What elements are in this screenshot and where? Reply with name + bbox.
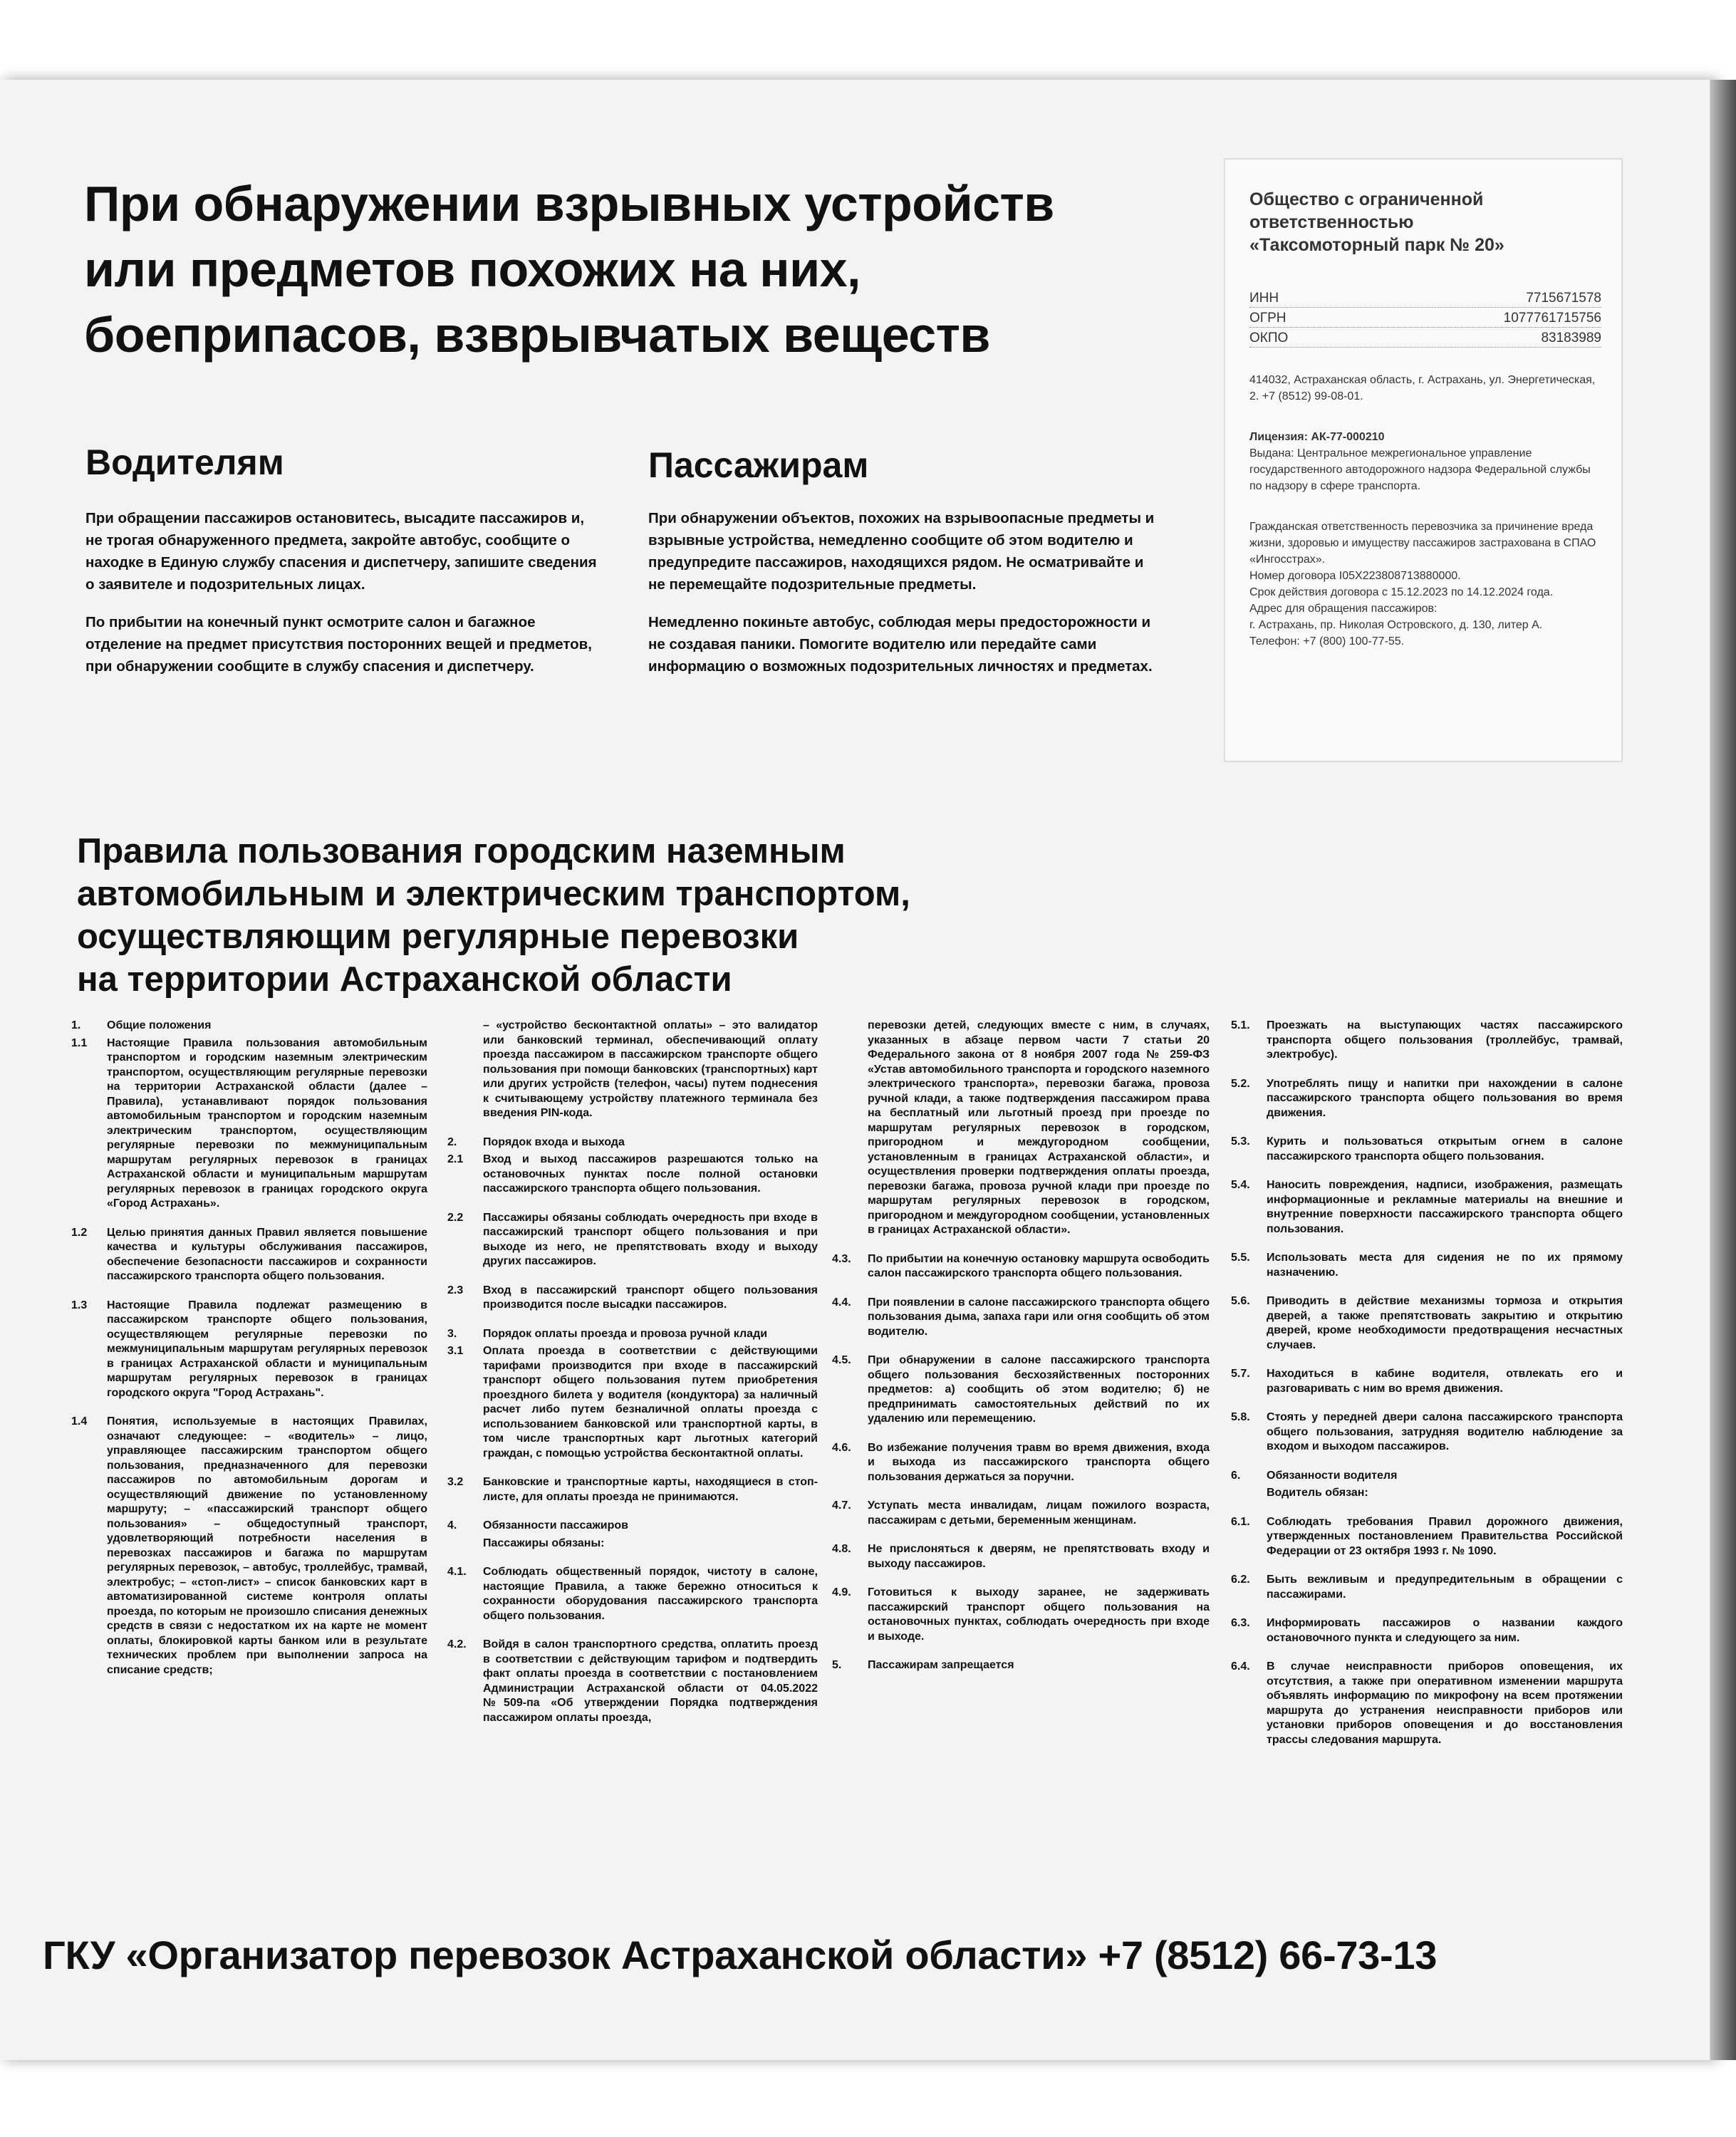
company-info-card	[1224, 158, 1623, 762]
clause-text: Настоящие Правила пользования автомобильным транспортом и городским наземным электрическим транспортом, осуществляющим регулярные перевозки на территории Астраханской области (далее – Правила), устанавливают порядок пользования автомобильным транспортом и городским наземным электрическим транспортом, осуществляющим регулярные перевозки по межмуниципальным маршрутам регулярных перевозок в границах Астраханской области и муниципальным маршрутам регулярных перевозок в границах городского округа «Город Астрахань».	[107, 1036, 427, 1210]
rules-clause	[1231, 1573, 1623, 1602]
clause-number: 5.8.	[1231, 1411, 1250, 1423]
rules-column-4	[1231, 1019, 1623, 1762]
clause-text: Курить и пользоваться открытым огнем в салоне пассажирского транспорта общего пользования.	[1267, 1135, 1623, 1163]
rules-clause	[832, 1019, 1210, 1238]
clause-text: Готовиться к выходу заранее, не задерживать пассажирский транспорт общего пользования на остановочных пунктах, соблюдать очередность при входе и выходе.	[868, 1586, 1210, 1643]
passengers-text	[648, 507, 1161, 693]
clause-number: 4.7.	[832, 1499, 851, 1512]
clause-text: Проезжать на выступающих частях пассажирского транспорта общего пользования (троллейбус, трамвай, электробус).	[1267, 1019, 1623, 1061]
rules-section-heading	[71, 1019, 427, 1034]
rules-clause	[1231, 1515, 1623, 1559]
clause-number: 3.2	[447, 1476, 464, 1488]
clause-text: Пассажиры обязаны соблюдать очередность при входе в пассажирский транспорт общего пользования и при выходе из него, не препятствовать входу и выходу других пассажиров.	[483, 1211, 818, 1267]
clause-text: При обнаружении в салоне пассажирского транспорта общего пользования бесхозяйственных посторонних предметов: а) сообщить об этом водителю; б) не предпринимать самостоятельных действий по их удалению или перемещению.	[868, 1354, 1210, 1425]
clause-number: 4.4.	[832, 1296, 851, 1309]
rules-clause	[1231, 1294, 1623, 1353]
rules-title: Правила пользования городским наземным автомобильным и электрическим транспортом, осуществляющим регулярные перевозки на территории Астраханской области	[77, 832, 910, 999]
rules-clause	[1231, 1660, 1623, 1747]
rules-clause	[447, 1537, 818, 1551]
company-name: Общество с ограниченной ответственностью «Таксомоторный парк № 20»	[1249, 189, 1504, 255]
rules-clause	[1231, 1616, 1623, 1645]
rules-section-heading	[447, 1519, 818, 1534]
clause-text: Информировать пассажиров о названии каждого остановочного пункта и следующего за ним.	[1267, 1617, 1623, 1644]
company-address: 414032, Астраханская область, г. Астрахань, ул. Энергетическая, 2. +7 (8512) 99-08-01.	[1249, 374, 1596, 402]
clause-text: Понятия, используемые в настоящих Правилах, означают следующее: – «водитель» – лицо, управляющее пассажирским транспортом общего пользования, предназначенного для перевозки пассажиров по автомобильным дорогам и осуществляющий движение по установленному маршруту; – «пассажирский транспорт общего пользования» – общедоступный транспорт, удовлетворяющий потребности населения в перевозках пассажиров и багажа по маршрутам регулярных перевозок, – автобус, троллейбус, трамвай, электробус; – «стоп-лист» – список банковских карт в автоматизированной системе контроля оплаты проезда, по которым не произошло списания денежных средств в связи с недостатком их на карте не момент оплаты, блокировкой карты банком или в результате технических проблем при выполнении запроса на списание средств;	[107, 1415, 427, 1676]
clause-number: 4.8.	[832, 1543, 851, 1555]
rules-clause	[447, 1565, 818, 1623]
clause-number: 1.2	[71, 1226, 88, 1239]
clause-text: Настоящие Правила подлежат размещению в пассажирском транспорте общего пользования, осуществляющем регулярные перевозки по межмуниципальным маршрутам регулярных перевозок в границах Астраханской области и муниципальным маршрутам регулярных перевозок в границах городского округа "Город Астрахань".	[107, 1299, 427, 1399]
rules-clause	[1231, 1486, 1623, 1501]
clause-text: Не прислоняться к дверям, не препятствовать входу и выходу пассажиров.	[868, 1543, 1210, 1570]
clause-number	[832, 1019, 868, 1238]
clause-number: 5.7.	[1231, 1368, 1250, 1380]
clause-number: 2.1	[447, 1153, 464, 1165]
clause-text: По прибытии на конечную остановку маршрута освободить салон пассажирского транспорта общего пользования.	[868, 1252, 1210, 1279]
clause-number: 3.	[447, 1327, 457, 1340]
clause-number: 1.	[71, 1019, 81, 1031]
rules-clause	[832, 1353, 1210, 1427]
registry-row: ИНН 7715671578	[1249, 289, 1601, 308]
registry-list	[1249, 289, 1601, 348]
license-block: Лицензия: АК-77-000210 Выдана: Центральное межрегиональное управление государственного автодорожного надзора Федеральной службы по надзору в сфере транспорта.	[1249, 431, 1591, 492]
rules-clause	[447, 1211, 818, 1269]
clause-text: Стоять у передней двери салона пассажирского транспорта общего пользования, затрудняя водителю наблюдение за входом и выходом пассажиров.	[1267, 1411, 1623, 1452]
rules-section-heading	[447, 1135, 818, 1150]
clause-number: 4.6.	[832, 1441, 851, 1454]
clause-text: Общие положения	[107, 1019, 212, 1031]
clause-text: Во избежание получения травм во время движения, входа и выхода из пассажирского транспорта общего пользования держаться за поручни.	[868, 1441, 1210, 1483]
clause-text: Пассажирам запрещается	[868, 1659, 1014, 1671]
rules-clause	[832, 1542, 1210, 1571]
drivers-paragraph: При обращении пассажиров остановитесь, высадите пассажиров и, не трогая обнаруженного предмета, закройте автобус, сообщите о находке в Единую службу спасения и диспетчеру, запишите сведения о заявителе и подозрительных лицах.	[85, 510, 597, 593]
rules-clause	[832, 1441, 1210, 1485]
rules-column-1	[71, 1019, 427, 1692]
clause-number: 5.6.	[1231, 1295, 1250, 1307]
clause-number: 5.3.	[1231, 1135, 1250, 1148]
clause-number: 5.4.	[1231, 1179, 1250, 1191]
clause-number: 3.1	[447, 1345, 464, 1357]
passengers-paragraph: Немедленно покиньте автобус, соблюдая меры предосторожности и не создавая паники. Помогите водителю или передайте сами информацию о возможных подозрительных личностях и предметах.	[648, 614, 1153, 675]
rules-clause	[832, 1499, 1210, 1528]
title-line: боеприпасов, взврывчатых веществ	[84, 307, 990, 363]
rules-column-3	[832, 1019, 1210, 1676]
clause-text: Соблюдать общественный порядок, чистоту в салоне, настоящие Правила, а также бережно относиться к сохранности оборудования пассажирского транспорта общего пользования.	[483, 1566, 818, 1622]
clause-number: 6.1.	[1231, 1515, 1250, 1528]
clause-number	[447, 1019, 483, 1121]
clause-text: Банковские и транспортные карты, находящиеся в стоп-листе, для оплаты проезда не принимаются.	[483, 1476, 818, 1503]
clause-number: 6.2.	[1231, 1574, 1250, 1586]
rules-clause	[832, 1296, 1210, 1340]
clause-text: Вход в пассажирский транспорт общего пользования производится после высадки пассажиров.	[483, 1284, 818, 1311]
rules-clause	[1231, 1077, 1623, 1121]
clause-number: 5.5.	[1231, 1252, 1250, 1264]
clause-number: 4.9.	[832, 1586, 851, 1598]
rules-section-heading	[1231, 1469, 1623, 1484]
clause-text: перевозки детей, следующих вместе с ним, в случаях, указанных в абзаце первом части 7 статьи 20 Федерального закона от 8 ноября 2007 года № 259-ФЗ «Устав автомобильного транспорта и городского наземного электрического транспорта», перевозки багажа, провоза ручной клади, а также подтверждения пассажиром права на бесплатный или льготный проезд при проезде по маршрутам регулярных перевозок в городском, пригородном и междугородном сообщении, установленным в границах Астраханской области», и осуществления проверки подтверждения оплаты проезда, перевозки багажа, провоза ручной клади при проезде по маршрутам регулярных перевозок в городском, пригородном и междугородном сообщении, установленных в границах Астраханской области».	[868, 1019, 1210, 1236]
clause-number: 5.	[832, 1659, 842, 1671]
clause-number: 4.1.	[447, 1566, 467, 1578]
clause-text: – «устройство бесконтактной оплаты» – это валидатор или банковский терминал, обеспечивающий оплату проезда пассажиром в пассажирском транспорте общего пользования при помощи банковских (транспортных) карт или других устройств (телефон, часы) путем поднесения к считывающему устройству платежного терминала без введения PIN-кода.	[483, 1019, 818, 1119]
clause-text: Порядок входа и выхода	[483, 1135, 625, 1148]
rules-section-heading	[447, 1327, 818, 1342]
rules-clause	[832, 1586, 1210, 1644]
clause-text: Уступать места инвалидам, лицам пожилого возраста, пассажирам с детьми, беременным женщинам.	[868, 1499, 1210, 1527]
clause-text: В случае неисправности приборов оповещения, их отсутствия, а также при оперативном изменении маршрута объявлять информацию по микрофону на всем протяжении маршрута до устранения неисправности приборов или установки приборов оповещения и до восстановления трассы следования маршрута.	[1267, 1660, 1623, 1746]
clause-text: Водитель обязан:	[1267, 1487, 1368, 1499]
drivers-heading: Водителям	[85, 442, 284, 482]
clause-number: 4.	[447, 1519, 457, 1532]
clause-number: 4.5.	[832, 1354, 851, 1366]
clause-text: Использовать места для сидения не по их прямому назначению.	[1267, 1252, 1623, 1279]
clause-text: Находиться в кабине водителя, отвлекать его и разговаривать с ним во время движения.	[1267, 1368, 1623, 1395]
clause-number: 4.3.	[832, 1252, 851, 1265]
rules-clause	[447, 1344, 818, 1461]
clause-number: 4.2.	[447, 1638, 467, 1650]
rules-column-2	[447, 1019, 818, 1740]
clause-text: Соблюдать требования Правил дорожного движения, утвержденных постановлением Правительства Российской Федерации от 23 октября 1993 г. № 1090.	[1267, 1515, 1623, 1557]
rules-clause	[1231, 1251, 1623, 1280]
rules-clause	[447, 1284, 818, 1313]
registry-row: ОГРН 1077761715756	[1249, 309, 1601, 328]
footer-contact: ГКУ «Организатор перевозок Астраханской области» +7 (8512) 66-73-13	[43, 1933, 1438, 1977]
clause-number: 1.1	[71, 1036, 88, 1049]
clause-number: 2.	[447, 1135, 457, 1148]
rules-section-heading	[832, 1658, 1210, 1673]
clause-text: Целью принятия данных Правил является повышение качества и культуры обслуживания пассажиров, обеспечение безопасности пассажиров и сохранности пассажирского транспорта общего пользования.	[107, 1226, 427, 1282]
clause-text: Обязанности водителя	[1267, 1469, 1398, 1482]
clause-number: 1.4	[71, 1415, 88, 1428]
page-title	[84, 171, 1195, 368]
rules-clause	[1231, 1178, 1623, 1237]
clause-text: Быть вежливым и предупредительным в обращении с пассажирами.	[1267, 1574, 1623, 1601]
passengers-heading: Пассажирам	[648, 445, 869, 485]
clause-text: Употреблять пищу и напитки при нахождении в салоне пассажирского транспорта общего пользования во время движения.	[1267, 1077, 1623, 1119]
drivers-text	[85, 507, 598, 693]
rules-clause	[832, 1252, 1210, 1281]
clause-number	[1231, 1486, 1267, 1501]
rules-clause	[447, 1638, 818, 1725]
title-line: При обнаружении взрывных устройств	[84, 176, 1054, 232]
clause-text: Войдя в салон транспортного средства, оплатить проезд в соответствии с действующим тарифом и подтвердить факт оплаты проезда в соответствии с постановлением Администрации Астраханской области от 04.05.2022 №509-па «Об утверждении Порядка подтверждения пассажиром оплаты проезда,	[483, 1638, 818, 1724]
rules-clause	[71, 1299, 427, 1401]
clause-text: Приводить в действие механизмы тормоза и открытия дверей, а также препятствовать закрытию и открытию дверей, кроме необходимости предотвращения несчастных случаев.	[1267, 1295, 1623, 1351]
title-line: или предметов похожих на них,	[84, 241, 861, 297]
clause-text: Порядок оплаты проезда и провоза ручной клади	[483, 1327, 768, 1340]
drivers-paragraph: По прибытии на конечный пункт осмотрите салон и багажное отделение на предмет присутствия посторонних вещей и предметов, при обнаружении сообщите в службу спасения и диспетчеру.	[85, 614, 592, 675]
rules-clause	[1231, 1410, 1623, 1455]
rules-clause	[1231, 1135, 1623, 1164]
rules-clause	[447, 1019, 818, 1121]
clause-text: Вход и выход пассажиров разрешаются только на остановочных пунктах после полной остановки пассажирского транспорта общего пользования.	[483, 1153, 818, 1195]
rules-clause	[447, 1153, 818, 1197]
rules-clause	[71, 1415, 427, 1678]
clause-text: Оплата проезда в соответствии с действующими тарифами производится при входе в пассажирский транспорт общего пользования путем приобретения проездного билета у водителя (кондуктора) за наличный расчет либо путем безналичной оплаты проезда с использованием банковской или транспортной карты, в том числе транспортных карт льготных категорий граждан, с помощью устройства бесконтактной оплаты.	[483, 1345, 818, 1460]
poster-edge-shadow	[1710, 80, 1736, 2060]
rules-clause	[71, 1226, 427, 1284]
rules-clause	[1231, 1019, 1623, 1063]
clause-text: Пассажиры обязаны:	[483, 1537, 605, 1549]
clause-number: 6.	[1231, 1469, 1241, 1482]
rules-clause	[447, 1475, 818, 1504]
clause-text: Наносить повреждения, надписи, изображения, размещать информационные и рекламные материалы на внешние и внутренние поверхности пассажирского транспорта общего пользования.	[1267, 1179, 1623, 1235]
clause-number: 5.2.	[1231, 1077, 1250, 1090]
clause-number: 6.4.	[1231, 1660, 1250, 1673]
clause-number: 6.3.	[1231, 1617, 1250, 1629]
clause-number: 5.1.	[1231, 1019, 1250, 1031]
insurance-block: Гражданская ответственность перевозчика за причинение вреда жизни, здоровью и имуществу пассажиров застрахована в СПАО «Ингосстрах». Номер договора I05X223808713880000. Срок действия договора с 15.12.2023 по 14.12.2024 года. Адрес для обращения пассажиров: г. Астрахань, пр. Николая Островского, д. 130, литер А. Телефон: +7 (800) 100-77-55.	[1249, 521, 1596, 648]
clause-number: 2.2	[447, 1211, 464, 1224]
clause-text: При появлении в салоне пассажирского транспорта общего пользования дыма, запаха гари или огня сообщить об этом водителю.	[868, 1296, 1210, 1338]
rules-clause	[1231, 1367, 1623, 1396]
clause-text: Обязанности пассажиров	[483, 1519, 629, 1532]
rules-clause	[71, 1036, 427, 1212]
clause-number	[447, 1537, 483, 1551]
clause-number: 2.3	[447, 1284, 464, 1296]
passengers-paragraph: При обнаружении объектов, похожих на взрывоопасные предметы и взрывные устройства, немедленно сообщите об этом водителю и предупредите пассажиров, находящихся рядом. Не осматривайте и не перемещайте подозрительные предметы.	[648, 510, 1155, 593]
registry-row: ОКПО 83183989	[1249, 329, 1601, 348]
clause-number: 1.3	[71, 1299, 88, 1311]
